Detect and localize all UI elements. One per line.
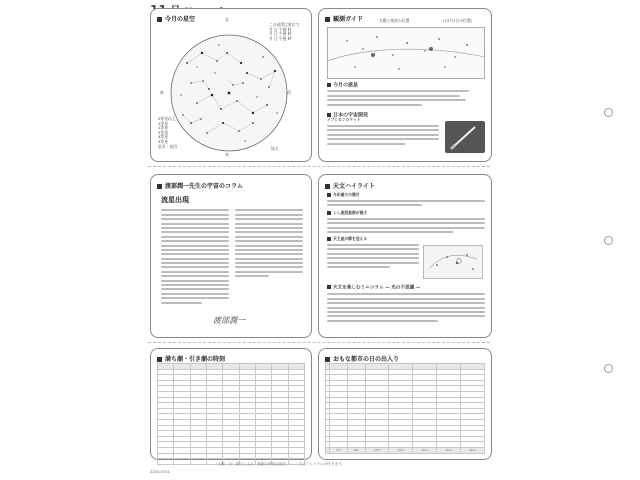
planets-section bbox=[327, 83, 485, 108]
rocket-photo bbox=[445, 121, 485, 153]
bullet-square-icon bbox=[327, 83, 331, 87]
summary-value: 10.5 bbox=[389, 447, 413, 453]
summary-value: 16.2 bbox=[461, 447, 485, 453]
rocket-icon bbox=[445, 121, 485, 153]
highlight-panel bbox=[318, 174, 492, 338]
fold-line bbox=[148, 166, 490, 167]
summary-value: 13.5 bbox=[365, 447, 389, 453]
observation-guide-panel bbox=[318, 8, 492, 162]
mini-column-title: 天文を楽しむミニコラム — 光の不思議 — bbox=[333, 285, 421, 291]
tide-table bbox=[157, 363, 305, 465]
bullet-square-icon bbox=[327, 211, 331, 215]
bullet-square-icon bbox=[327, 285, 331, 289]
highlight-item-1 bbox=[327, 193, 485, 209]
punch-hole bbox=[604, 108, 613, 117]
footer-code: ZZ20-0101 bbox=[150, 470, 170, 474]
highlight-item-3 bbox=[327, 237, 485, 270]
legend-line-2: 月 日 午後 時 bbox=[269, 31, 292, 37]
column-panel bbox=[150, 174, 312, 338]
credit-block bbox=[271, 147, 279, 152]
bullet-square-icon bbox=[327, 193, 331, 197]
highlight-title: 天文ハイライト bbox=[325, 181, 375, 190]
footer-note: 「太陽・月・星のこよみ」最新の有効活用法」・・・天文ミニコラムが付きます。 bbox=[214, 462, 345, 466]
legend-heading: この星図は東京で bbox=[269, 22, 300, 27]
sunrise-title: おもな都市の日の出入り bbox=[325, 354, 399, 363]
summary-value: 10.5 bbox=[437, 447, 461, 453]
magnitude-item: 5等星 bbox=[158, 138, 169, 144]
space-dev-title: 日本の宇宙開発 bbox=[333, 112, 369, 119]
tide-panel bbox=[150, 348, 312, 460]
compass-west: 西 bbox=[287, 90, 291, 95]
column-subtitle: 流星出現 bbox=[161, 196, 189, 204]
space-dev-subtitle: イプシロンロケット bbox=[327, 117, 361, 123]
highlight-item-label: 天王星が衝を迎える bbox=[333, 236, 368, 241]
guide-date-label: (12月1日の位置) bbox=[443, 18, 473, 23]
summary-value: 7.2 bbox=[329, 447, 347, 453]
planet-position-chart bbox=[327, 27, 485, 79]
guide-subtitle: 太陽と惑星の位置 bbox=[379, 18, 410, 23]
tide-title: 満ち潮・引き潮の時刻 bbox=[157, 354, 225, 363]
guide-panel-title: 観測ガイド bbox=[325, 14, 363, 23]
magnitude-item: 3等星 bbox=[158, 129, 169, 135]
sky-panel-title: 今月の星空 bbox=[157, 14, 195, 23]
magnitude-item: 0等星以上 bbox=[158, 116, 176, 121]
space-dev-section bbox=[327, 113, 485, 147]
planets-section-title: 今月の惑星 bbox=[333, 82, 359, 89]
compass-north: 北 bbox=[225, 17, 229, 22]
magnitude-legend bbox=[158, 117, 188, 149]
legend-line-1: 月 日 午後 時 bbox=[269, 26, 292, 32]
summary-value: 10.2 bbox=[413, 447, 437, 453]
highlight-item-label: 今年最大の満月 bbox=[333, 192, 360, 197]
legend-line-3: 月 日 午後 時 bbox=[269, 35, 292, 41]
bullet-square-icon bbox=[327, 237, 331, 241]
column-title: 渡部潤一先生の宇宙のコラム bbox=[157, 181, 243, 190]
punch-hole bbox=[604, 236, 613, 245]
compass-south: 南 bbox=[225, 152, 229, 157]
summary-value: 9.6 bbox=[347, 447, 365, 453]
credit-line: 協力 bbox=[271, 146, 279, 151]
compass-east: 東 bbox=[160, 90, 164, 95]
magnitude-item: 星雲・星団 bbox=[158, 143, 177, 149]
sky-map-panel bbox=[150, 8, 312, 162]
magnitude-item: 4等星 bbox=[158, 134, 169, 140]
time-legend bbox=[269, 23, 307, 41]
column-text-left bbox=[161, 207, 229, 306]
highlight-item-2 bbox=[327, 211, 485, 236]
column-signature bbox=[213, 315, 245, 326]
punch-hole bbox=[604, 364, 613, 373]
signature-text: 渡部潤一 bbox=[213, 316, 245, 325]
sunrise-panel bbox=[318, 348, 492, 460]
magnitude-item: 1等星 bbox=[158, 120, 169, 126]
highlight-item-label: しし座流星群が極大 bbox=[333, 210, 368, 215]
uranus-diagram bbox=[423, 245, 483, 279]
sunrise-table bbox=[325, 363, 485, 454]
fold-line bbox=[148, 342, 490, 343]
magnitude-item: 2等星 bbox=[158, 125, 169, 131]
column-text-right bbox=[235, 207, 303, 280]
mini-column bbox=[327, 285, 485, 324]
